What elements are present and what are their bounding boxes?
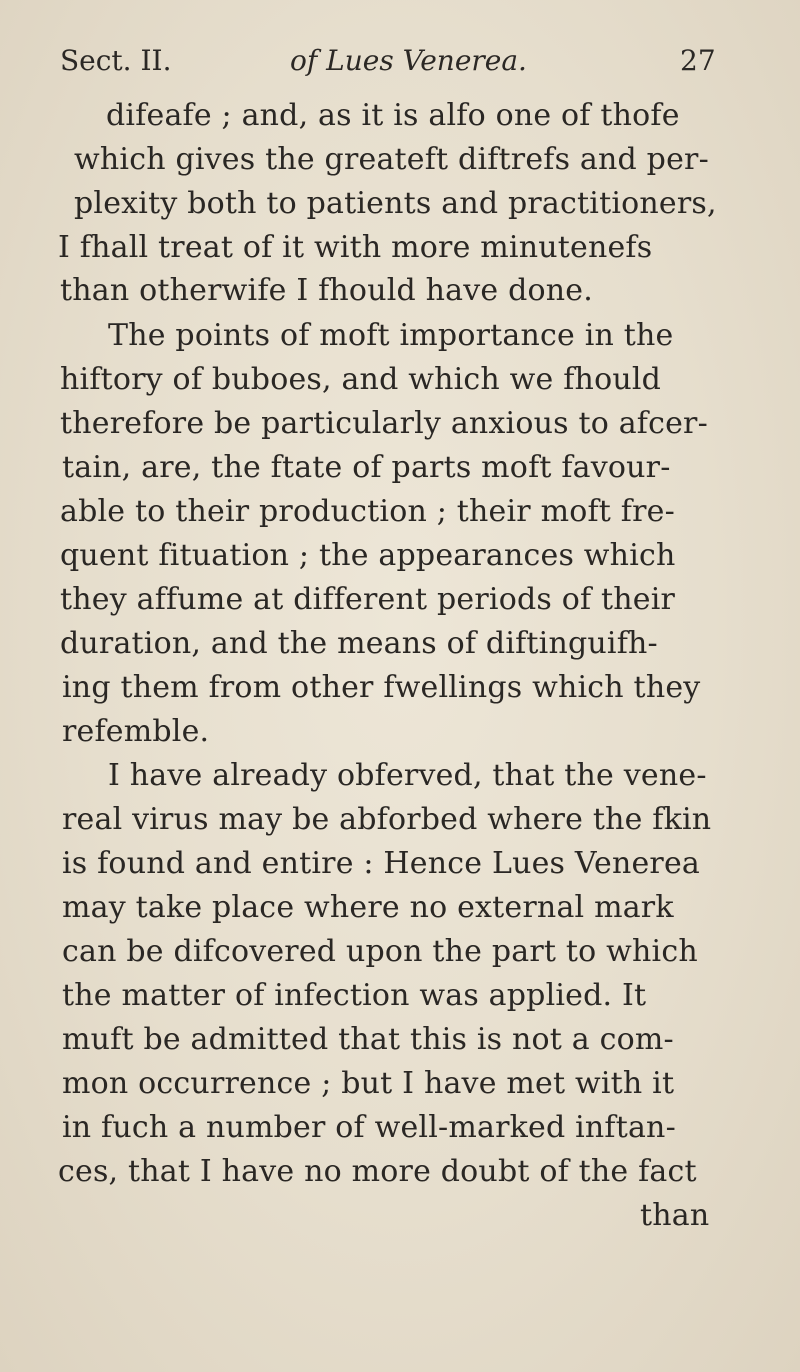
- text-line: ces, that I have no more doubt of the fact: [58, 1154, 697, 1189]
- text-line: the matter of infection was applied. It: [62, 978, 647, 1013]
- text-line: they affume at different periods of their: [60, 582, 676, 617]
- text-line: which gives the greateft diftrefs and per-: [74, 142, 709, 177]
- text-line: in fuch a number of well-marked inftan-: [62, 1110, 676, 1145]
- text-line: refemble.: [62, 714, 210, 749]
- text-line: hiftory of buboes, and which we fhould: [60, 362, 662, 397]
- page-number: 27: [680, 44, 716, 77]
- text-line: difeafe ; and, as it is alfo one of thofe: [106, 98, 680, 133]
- text-line: tain, are, the ftate of parts moft favour-: [62, 450, 671, 485]
- text-line: than otherwife I fhould have done.: [60, 273, 593, 308]
- catchword: than: [640, 1198, 710, 1233]
- text-line: real virus may be abforbed where the fkin: [62, 802, 712, 837]
- text-line: can be difcovered upon the part to which: [62, 934, 698, 969]
- text-line: muft be admitted that this is not a com-: [62, 1022, 674, 1057]
- text-line: mon occurrence ; but I have met with it: [62, 1066, 675, 1101]
- running-title: of Lues Venerea.: [290, 44, 527, 77]
- text-line: able to their production ; their moft fre-: [60, 494, 675, 529]
- text-line: is found and entire : Hence Lues Venerea: [62, 846, 700, 881]
- text-line: I have already obferved, that the vene-: [108, 758, 707, 793]
- text-line: therefore be particularly anxious to afcer-: [60, 406, 708, 441]
- text-line: quent fituation ; the appearances which: [60, 538, 676, 573]
- text-line: may take place where no external mark: [62, 890, 674, 925]
- text-line: The points of moft importance in the: [108, 318, 674, 353]
- text-line: I fhall treat of it with more minutenefs: [58, 230, 653, 265]
- text-line: duration, and the means of diftinguifh-: [60, 626, 658, 661]
- section-label: Sect. II.: [60, 44, 172, 77]
- text-line: plexity both to patients and practitioners,: [74, 186, 717, 221]
- text-line: ing them from other fwellings which they: [62, 670, 701, 705]
